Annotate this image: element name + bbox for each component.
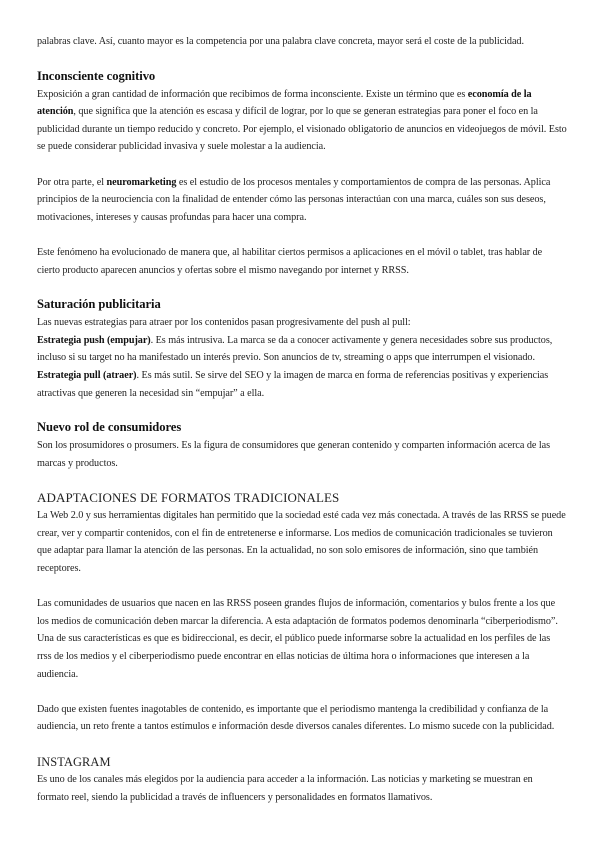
term-neuromarketing: neuromarketing [106, 176, 177, 188]
paragraph-instagram: Es uno de los canales más elegidos por la audiencia para acceder a la información. Las noticias y marketing se muestran en formato reel, siendo la publicidad a través de influencers y personalidades en formatos llamativos. [37, 774, 533, 803]
document-page [37, 33, 567, 806]
term-estrategia-pull: Estrategia pull (atraer) [37, 369, 137, 381]
term-economia-atencion: economía de la atención [37, 88, 532, 118]
paragraph-economia-atencion: Exposición a gran cantidad de información que recibimos de forma inconsciente. Existe un término que es economía de la atención, que significa que la atención es escasa y difícil de lograr, por lo que se generan estrategias para poner el foco en la publicidad durante un tiempo reducido y concreto. Por ejemplo, el visionado obligatorio de anuncios en videojuegos de móvil. Esto se puede considerar publicidad invasiva y suele molestar a la audiencia. [37, 88, 567, 153]
paragraph-permisos-moviles: Este fenómeno ha evolucionado de manera que, al habilitar ciertos permisos a aplicaciones en el móvil o tablet, tras hablar de cierto producto aparecen anuncios y ofertas sobre el mismo navegando por internet y RRSS. [37, 246, 543, 276]
heading-nuevo-rol-consumidores: Nuevo rol de consumidores [37, 420, 182, 435]
paragraph-push-pull-intro: Las nuevas estrategias para atraer por los contenidos pasan progresivamente del push al pull: [37, 317, 411, 329]
paragraph-estrategia-pull: Estrategia pull (atraer). Es más sutil. Se sirve del SEO y la imagen de marca en forma de referencias positivas y experiencias atractivas que generen la necesidad sin “empujar” a ella. [37, 369, 549, 399]
intro-paragraph: palabras clave. Así, cuanto mayor es la competencia por una palabra clave concreta, mayor será el coste de la publicidad. [37, 36, 524, 47]
heading-adaptaciones-formatos: ADAPTACIONES DE FORMATOS TRADICIONALES [37, 490, 340, 506]
paragraph-estrategia-push: Estrategia push (empujar). Es más intrusiva. La marca se da a conocer activamente y genera necesidades sobre sus productos, incluso si su target no ha manifestado un interés previo. Son anuncios de tv, streaming o apps que interrumpen el visionado. [37, 334, 553, 364]
heading-inconsciente-cognitivo: Inconsciente cognitivo [37, 68, 156, 83]
term-estrategia-push: Estrategia push (empujar) [37, 334, 151, 346]
paragraph-ciberperiodismo: Las comunidades de usuarios que nacen en las RRSS poseen grandes flujos de información, comentarios y bulos frente a los que los medios de comunicación deben marcar la diferencia. A esta adaptación de formatos podemos denominarla “ciberperiodismo”. Una de sus características es que es bidireccional, es decir, el público puede informarse sobre la actualidad en los perfiles de las rrss de los medios y el ciberperiodismo puede encontrar en ellas noticias de última hora o informaciones que interesen a la audiencia. [37, 598, 558, 680]
paragraph-credibilidad: Dado que existen fuentes inagotables de contenido, es importante que el periodismo mantenga la credibilidad y confianza de la audiencia, un reto frente a tantos estímulos e información desde diversos canales diferentes. Lo mismo sucede con la publicidad. [37, 703, 555, 733]
heading-instagram: INSTAGRAM [37, 755, 111, 769]
paragraph-prosumidores: Son los prosumidores o prosumers. Es la figura de consumidores que generan contenido y comparten información acerca de las marcas y productos. [37, 440, 551, 469]
paragraph-neuromarketing: Por otra parte, el neuromarketing es el estudio de los procesos mentales y comportamientos de compra de las personas. Aplica principios de la neurociencia con la finalidad de entender cómo las personas interactúan con una marca, cuáles son sus deseos, motivaciones, intereses y causas profundas para hacer una compra. [37, 176, 551, 223]
paragraph-web-2-0: La Web 2.0 y sus herramientas digitales han permitido que la sociedad esté cada vez más conectada. A través de las RRSS se puede crear, ver y compartir contenidos, con el fin de entretenerse e informarse. Los medios de comunicación tradicionales se tuvieron que adaptar para llamar la atención de las personas. En la actualidad, no son solo emisores de información, sino que también receptores. [37, 510, 566, 575]
heading-saturacion-publicitaria: Saturación publicitaria [37, 297, 161, 312]
